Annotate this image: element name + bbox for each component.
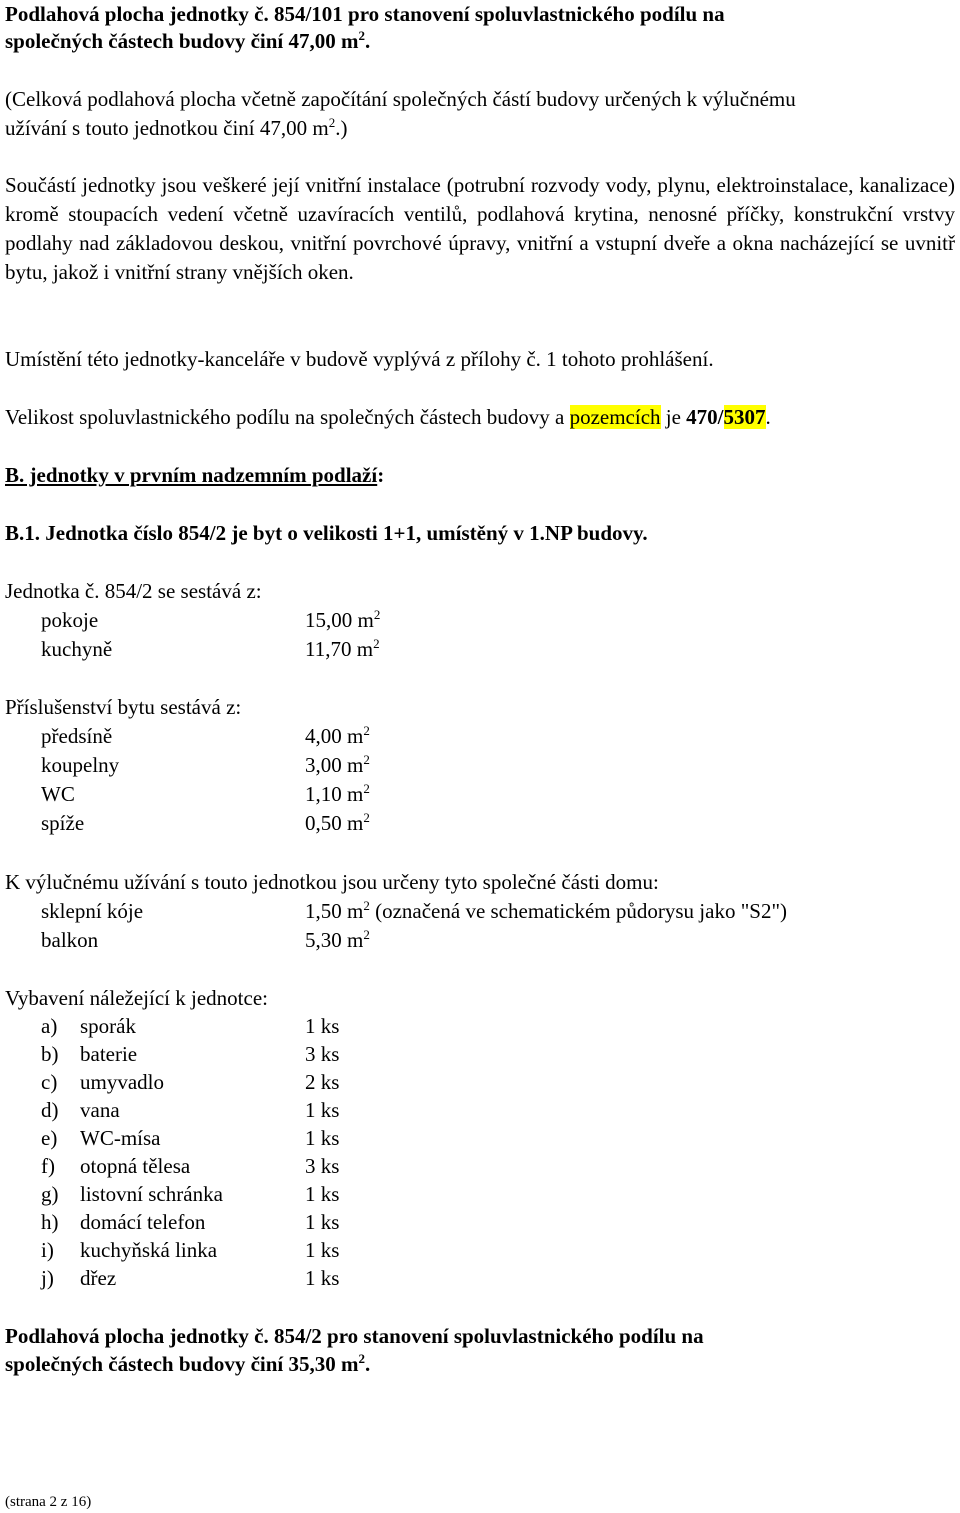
equipment-letter: j) bbox=[41, 1266, 54, 1290]
equipment-item: umyvadlo bbox=[80, 1070, 164, 1094]
equipment-qty: 3 ks bbox=[305, 1042, 340, 1066]
equipment-letter: b) bbox=[41, 1042, 59, 1066]
equipment-label: Vybavení náležející k jednotce: bbox=[5, 986, 268, 1010]
equipment-letter: i) bbox=[41, 1238, 54, 1262]
page-number-footer: (strana 2 z 16) bbox=[5, 1494, 92, 1510]
accessory-name: předsíně bbox=[41, 724, 113, 748]
equipment-qty: 3 ks bbox=[305, 1154, 340, 1178]
accessory-name: spíže bbox=[41, 811, 85, 835]
exclusive-area: 5,30 $m^2$ bbox=[305, 927, 370, 952]
equipment-item: listovní schránka bbox=[80, 1182, 223, 1206]
accessory-name: koupelny bbox=[41, 753, 120, 777]
equipment-item: vana bbox=[80, 1098, 120, 1122]
highlight-share-value: 5307 bbox=[723, 405, 766, 429]
equipment-qty: 1 ks bbox=[305, 1098, 340, 1122]
unit1-area-line1: Podlahová plocha jednotky č. 854/101 pro stanovení spoluvlastnického podílu na bbox=[5, 2, 725, 26]
ownership-share-statement: Velikost spoluvlastnického podílu na společných částech budovy a pozemcích je 470/5307. bbox=[5, 405, 771, 429]
equipment-letter: c) bbox=[41, 1070, 58, 1094]
equipment-item: sporák bbox=[80, 1014, 136, 1038]
equipment-qty: 2 ks bbox=[305, 1070, 340, 1094]
equipment-item: kuchyňská linka bbox=[80, 1238, 218, 1262]
total-area-note-line2: užívání s touto jednotkou činí 47,00 $m^2$.) bbox=[5, 115, 348, 140]
unit2-area-line2: společných částech budovy činí 35,30 $m^2$. bbox=[5, 1351, 371, 1376]
room-area: 11,70 $m^2$ bbox=[305, 636, 380, 661]
equipment-qty: 1 ks bbox=[305, 1266, 340, 1290]
equipment-letter: h) bbox=[41, 1210, 59, 1234]
exclusive-name: balkon bbox=[41, 928, 99, 952]
equipment-letter: d) bbox=[41, 1098, 59, 1122]
section-b-heading: B. jednotky v prvním nadzemním podlaží: bbox=[5, 463, 385, 487]
equipment-item: baterie bbox=[80, 1042, 138, 1066]
unit2-area-line1: Podlahová plocha jednotky č. 854/2 pro stanovení spoluvlastnického podílu na bbox=[5, 1324, 704, 1348]
equipment-qty: 1 ks bbox=[305, 1238, 340, 1262]
equipment-qty: 1 ks bbox=[305, 1014, 340, 1038]
accessories-label: Příslušenství bytu sestává z: bbox=[5, 695, 242, 719]
accessory-area: 0,50 $m^2$ bbox=[305, 810, 370, 835]
total-area-note-line1: (Celková podlahová plocha včetně započítání společných částí budovy určených k výlučnému bbox=[5, 87, 796, 111]
unit2-heading: B.1. Jednotka číslo 854/2 je byt o velikosti 1+1, umístěný v 1.NP budovy. bbox=[5, 521, 648, 545]
highlight-pozemcich: pozemcích bbox=[569, 405, 661, 429]
accessory-area: 1,10 $m^2$ bbox=[305, 781, 370, 806]
equipment-letter: g) bbox=[41, 1182, 59, 1206]
equipment-item: domácí telefon bbox=[80, 1210, 206, 1234]
equipment-qty: 1 ks bbox=[305, 1126, 340, 1150]
room-name: kuchyně bbox=[41, 637, 113, 661]
equipment-item: otopná tělesa bbox=[80, 1154, 191, 1178]
exclusive-name: sklepní kóje bbox=[41, 899, 144, 923]
equipment-item: dřez bbox=[80, 1266, 117, 1290]
exclusive-use-label: K výlučnému užívání s touto jednotkou jsou určeny tyto společné části domu: bbox=[5, 870, 659, 894]
equipment-item: WC-mísa bbox=[80, 1126, 161, 1150]
accessory-area: 3,00 $m^2$ bbox=[305, 752, 370, 777]
room-area: 15,00 $m^2$ bbox=[305, 607, 381, 632]
components-paragraph: Součástí jednotky jsou veškeré její vnitřní instalace (potrubní rozvody vody, plynu, elektroinstalace, kanalizace) kromě stoupacích vedení včetně uzavíracích ventilů, podlahová krytina, nenosné příčky, konstrukční vrstvy podlahy nad základovou deskou, vnitřní povrchové úpravy, vnitřní a vstupní dveře a okna nacházející se uvnitř bytu, jakož i vnitřní strany vnějších oken. bbox=[5, 173, 955, 284]
exclusive-area: 1,50 $m^2$ (označená ve schematickém půdorysu jako "S2") bbox=[305, 898, 788, 923]
equipment-letter: a) bbox=[41, 1014, 58, 1038]
unit2-consists-label: Jednotka č. 854/2 se sestává z: bbox=[5, 579, 262, 603]
accessory-name: WC bbox=[41, 782, 75, 806]
equipment-qty: 1 ks bbox=[305, 1182, 340, 1206]
room-name: pokoje bbox=[41, 608, 99, 632]
equipment-letter: f) bbox=[41, 1154, 55, 1178]
location-statement: Umístění této jednotky-kanceláře v budově vyplývá z přílohy č. 1 tohoto prohlášení. bbox=[5, 347, 714, 371]
accessory-area: 4,00 $m^2$ bbox=[305, 723, 370, 748]
equipment-qty: 1 ks bbox=[305, 1210, 340, 1234]
unit1-area-line2: společných částech budovy činí 47,00 $m^2$. bbox=[5, 28, 371, 53]
equipment-letter: e) bbox=[41, 1126, 58, 1150]
